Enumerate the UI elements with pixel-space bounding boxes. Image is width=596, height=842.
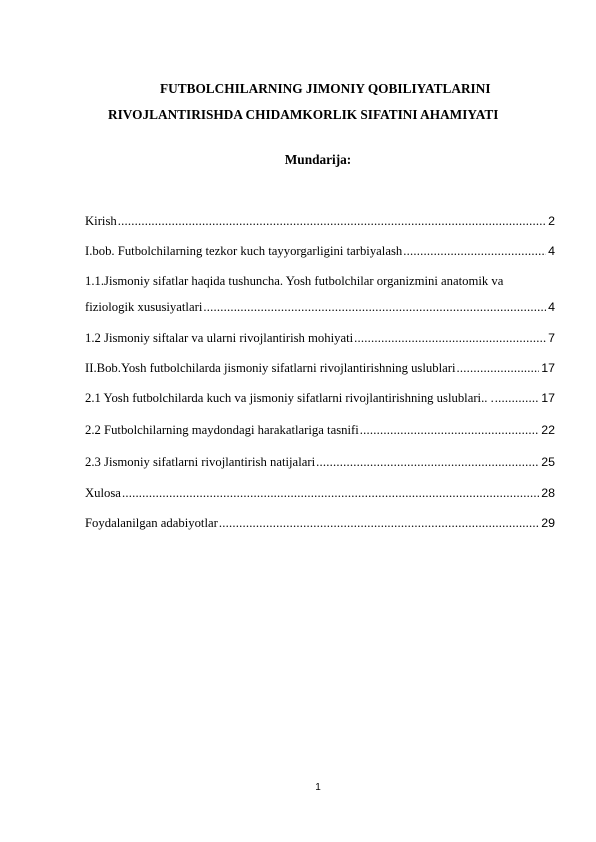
toc-entry-text: Xulosa — [85, 486, 121, 500]
toc-leader-dots — [219, 517, 539, 530]
toc-entry-references[interactable] — [85, 517, 555, 530]
toc-entry-section-2-1[interactable] — [85, 392, 555, 405]
toc-entry-page: 17 — [541, 391, 555, 405]
toc-entry-section-2-3[interactable] — [85, 456, 555, 469]
toc-entry-xulosa[interactable] — [85, 487, 555, 500]
toc-entry-chapter-1[interactable] — [85, 245, 555, 258]
toc-heading: Mundarija: — [284, 152, 352, 167]
toc-entry-page: 29 — [541, 516, 555, 530]
toc-leader-dots — [360, 424, 539, 437]
toc-entry-text: 1.2 Jismoniy siftalar va ularni rivojlantirish mohiyati — [85, 331, 354, 345]
toc-leader-dots — [495, 392, 539, 405]
toc-entry-page: 25 — [541, 455, 555, 469]
toc-entry-text: 2.2 Futbolchilarning maydondagi harakatlariga tasnifi — [85, 423, 359, 437]
toc-entry-text: 2.1 Yosh futbolchilarda kuch va jismoniy sifatlarni rivojlantirishning uslublari.. . — [85, 391, 494, 405]
toc-leader-dots — [122, 487, 539, 500]
toc-leader-dots — [316, 456, 539, 469]
toc-entry-text: II.Bob.Yosh futbolchilarda jismoniy sifatlarni rivojlantirishning uslublari — [85, 361, 456, 375]
toc-leader-dots — [354, 332, 546, 345]
toc-entry-section-1-1[interactable] — [85, 275, 555, 313]
toc-entry-text-line-1: 1.1.Jismoniy sifatlar haqida tushuncha. Yosh futbolchilar organizmini anatomik va — [85, 274, 504, 288]
toc-entry-page: 2 — [548, 214, 555, 228]
toc-entry-page: 7 — [548, 331, 555, 345]
toc-entry-page: 28 — [541, 486, 555, 500]
toc-leader-dots — [457, 362, 540, 375]
toc-entry-section-1-2[interactable] — [85, 332, 555, 345]
toc-entry-page: 4 — [548, 244, 555, 258]
toc-entry-page: 22 — [541, 423, 555, 437]
toc-entry-page: 17 — [541, 361, 555, 375]
toc-entry-text: 2.3 Jismoniy sifatlarni rivojlantirish natijalari — [85, 455, 316, 469]
document-title-line-1: FUTBOLCHILARNING JIMONIY QOBILIYATLARINI — [160, 81, 491, 96]
page-number: 1 — [315, 782, 321, 793]
toc-entry-kirish[interactable] — [85, 215, 555, 228]
toc-entry-text: Kirish — [85, 214, 117, 228]
toc-entry-text: I.bob. Futbolchilarning tezkor kuch tayyorgarligini tarbiyalash — [85, 244, 403, 258]
toc-entry-text: Foydalanilgan adabiyotlar — [85, 516, 218, 530]
toc-leader-dots — [203, 301, 546, 314]
toc-entry-section-2-2[interactable] — [85, 424, 555, 437]
toc-entry-text: fiziologik xususiyatlari — [85, 299, 203, 314]
document-title-line-2: RIVOJLANTIRISHDA CHIDAMKORLIK SIFATINI AHAMIYATI — [108, 107, 499, 122]
toc-entry-page: 4 — [548, 299, 555, 314]
toc-leader-dots — [403, 245, 546, 258]
toc-entry-chapter-2[interactable] — [85, 362, 555, 375]
toc-leader-dots — [118, 215, 546, 228]
